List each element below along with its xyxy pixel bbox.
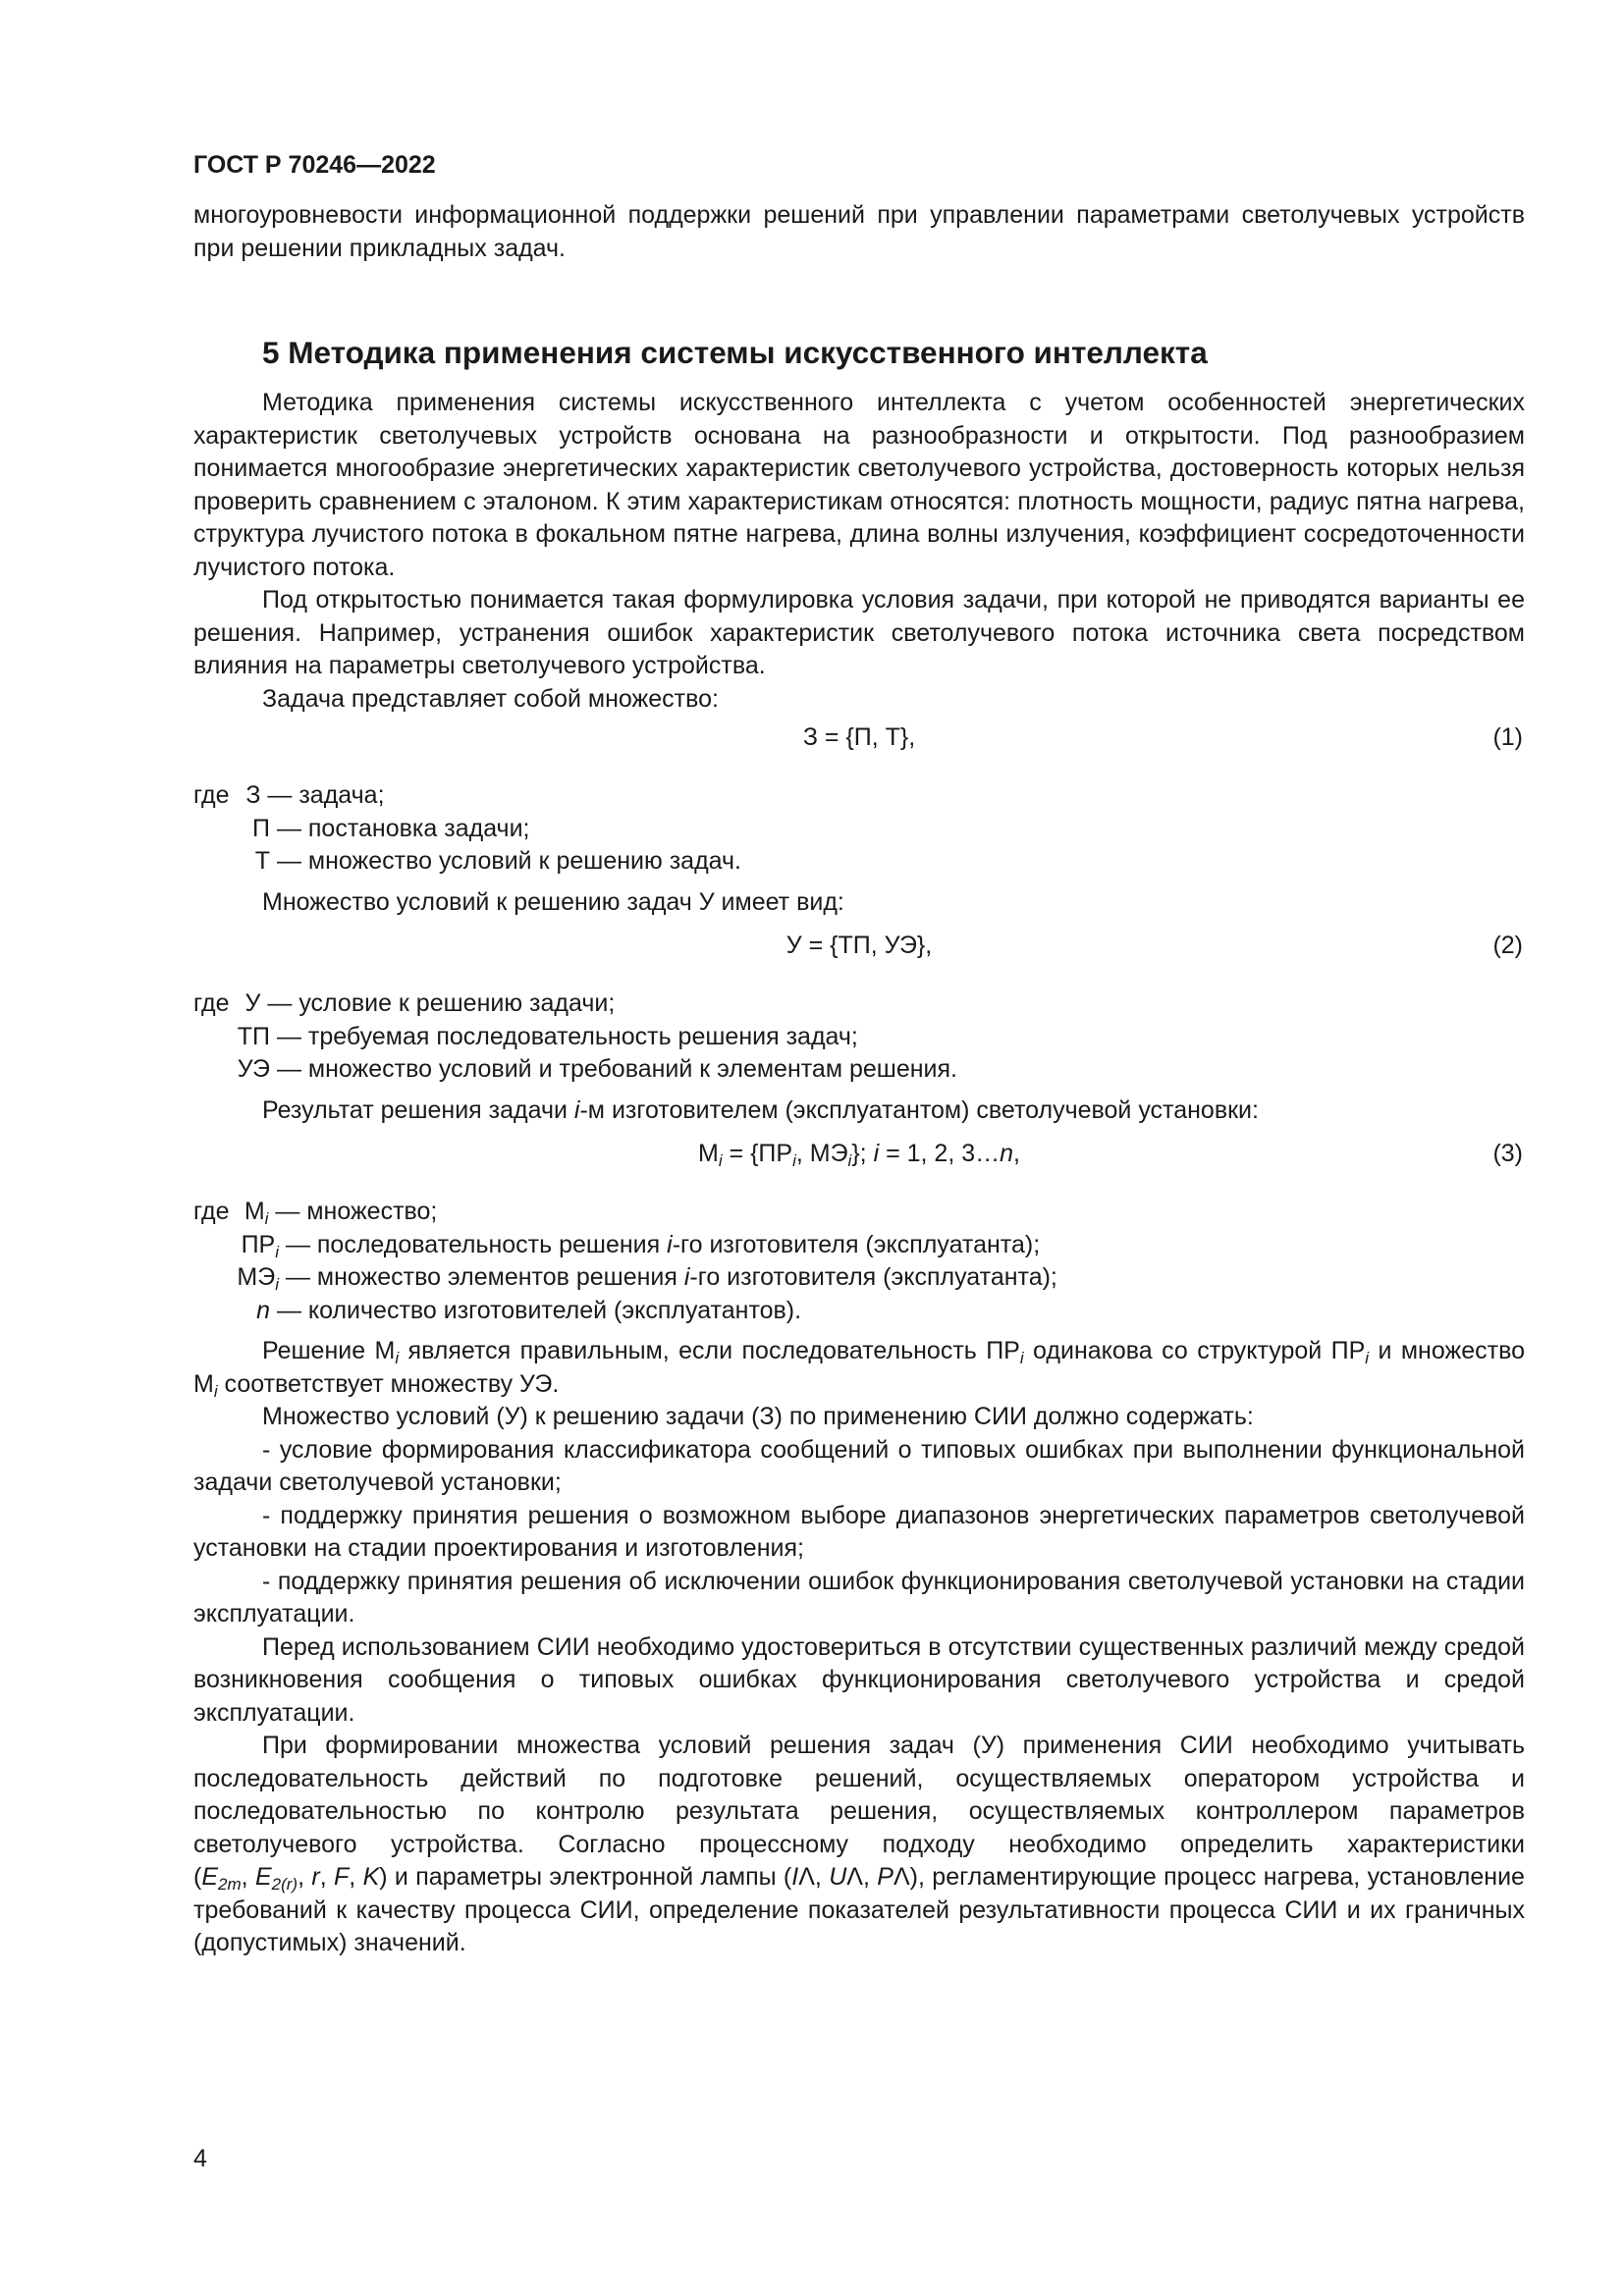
where-description: — требуемая последовательность решения задач;	[270, 1022, 858, 1050]
paragraph-result-text: -м изготовителем (эксплуатантом) светолучевой установки:	[579, 1095, 1259, 1124]
where-symbol	[193, 1229, 279, 1262]
subscript-i: i	[1019, 1349, 1024, 1367]
solution-text: является правильным, если последовательность ПР	[399, 1337, 1020, 1364]
formula-subscript: i	[792, 1151, 796, 1170]
symbol-P: P	[877, 1863, 893, 1891]
where-symbol: З	[245, 781, 261, 809]
symbol-U: U	[829, 1863, 847, 1891]
where-item	[193, 988, 1525, 1021]
symbol-F: F	[334, 1863, 350, 1891]
where-description: — множество условий и требований к элементам решения.	[270, 1055, 957, 1083]
where-symbol	[236, 1196, 268, 1229]
formula-index: n	[1000, 1140, 1014, 1167]
symbol-subscript: i	[275, 1275, 279, 1294]
where-prefix: где	[193, 781, 237, 809]
separator: ,	[241, 1863, 255, 1891]
where-symbol: У	[244, 989, 261, 1017]
formula-2-expression: У = {ТП, УЭ},	[785, 932, 933, 959]
subscript: 2m	[218, 1875, 242, 1894]
paragraph-result-text: Результат решения задачи	[262, 1095, 574, 1124]
formula-part: ,	[1013, 1140, 1020, 1167]
paragraph-openness: Под открытостью понимается такая формулировка условия задачи, при которой не приводятся варианты ее решения. Например, устранения ошибок характеристик светолучевого потока источника света посредством влияния на параметры светолучевого устройства.	[193, 586, 1525, 679]
paragraph-conditions: Множество условий к решению задач У имеет вид:	[262, 887, 844, 916]
where-list-2	[193, 988, 1525, 1087]
where-description: — условие к решению задачи;	[260, 989, 616, 1017]
separator: ,	[862, 1863, 878, 1891]
where-description: — постановка задачи;	[270, 814, 530, 842]
symbol-I: I	[791, 1863, 799, 1891]
formula-subscript: i	[718, 1151, 723, 1170]
where-prefix: где	[193, 989, 237, 1017]
where-symbol	[193, 1295, 270, 1328]
index-i: i	[683, 1263, 690, 1291]
paragraph-text: При формировании множества условий решения задач (У) применения СИИ необходимо учитывать последовательность действий по подготовке решений, осуществляемых оператором устройства и последовательностью по контролю результата решения, осуществляемых контроллером параметров светолучевого устройства. Согласно процессному подходу необходимо определить характеристики (	[193, 1732, 1525, 1891]
description-text: -го изготовителя (эксплуатанта);	[689, 1263, 1057, 1291]
paragraph-result	[193, 1095, 1525, 1128]
where-item	[193, 1196, 1525, 1229]
symbol-r: r	[311, 1863, 320, 1891]
where-description: — множество;	[268, 1198, 438, 1225]
where-item	[193, 779, 1525, 813]
subscript-i: i	[1365, 1349, 1370, 1367]
intro-text	[193, 199, 1525, 265]
where-symbol: ТП	[237, 1022, 270, 1050]
where-list-3	[193, 1196, 1525, 1327]
formula-3-expression	[193, 1140, 1525, 1168]
standard-code: ГОСТ Р 70246—2022	[193, 151, 436, 179]
where-symbol: УЭ	[237, 1055, 270, 1083]
symbol-text: М	[244, 1198, 265, 1225]
index-i: i	[667, 1230, 673, 1258]
subscript-i: i	[213, 1381, 218, 1401]
subscript: 2(r)	[271, 1875, 298, 1894]
solution-text: и множество М	[193, 1337, 1532, 1398]
symbol-lambda: Λ	[893, 1863, 910, 1891]
section-title: 5 Методика применения системы искусственного интеллекта	[262, 335, 1208, 370]
symbol-text: МЭ	[237, 1263, 276, 1291]
separator: ,	[319, 1863, 334, 1891]
paragraph-diversity: Методика применения системы искусственного интеллекта с учетом особенностей энергетических характеристик светолучевых устройств основана на разнообразности и открытости. Под разнообразием понимается многообразие энергетических характеристик светолучевого устройства, достоверность которых нельзя проверить сравнением с эталоном. К этим характеристикам относятся: плотность мощности, радиус пятна нагрева, структура лучистого потока в фокальном пятне нагрева, длина волны излучения, коэффициент сосредоточенности лучистого потока.	[193, 389, 1525, 581]
formula-2	[193, 932, 1525, 973]
symbol-text: ПР	[241, 1230, 276, 1258]
formula-part: , МЭ	[795, 1140, 848, 1167]
formula-part: = {ПР	[722, 1140, 793, 1167]
where-item	[193, 813, 1525, 846]
where-description	[279, 1261, 1057, 1295]
where-symbol: Т	[254, 847, 270, 875]
symbol-lambda: Λ	[798, 1863, 815, 1891]
where-item	[193, 1229, 1525, 1262]
where-description: — количество изготовителей (эксплуатантов).	[270, 1296, 802, 1324]
paragraph-text: ) и параметры электронной лампы (	[379, 1863, 792, 1891]
where-item	[193, 1295, 1525, 1328]
description-text: — последовательность решения	[279, 1230, 668, 1258]
formula-subscript: i	[847, 1151, 852, 1170]
intro-paragraph: многоуровневости информационной поддержки решений при управлении параметрами светолучевых устройств при решении прикладных задач.	[193, 201, 1525, 262]
symbol-lambda: Λ	[846, 1863, 863, 1891]
symbol-E: E	[254, 1863, 272, 1891]
bullet-item: - поддержку принятия решения о возможном выборе диапазонов энергетических параметров светолучевой установки на стадии проектирования и изготовления;	[193, 1501, 1525, 1562]
formula-3	[193, 1140, 1525, 1181]
separator: ,	[349, 1863, 363, 1891]
where-item	[193, 1053, 1525, 1087]
solution-text: Решение М	[262, 1337, 396, 1364]
description-text: -го изготовителя (эксплуатанта);	[672, 1230, 1041, 1258]
bullet-item: - условие формирования классификатора сообщений о типовых ошибках при выполнении функциональной задачи светолучевой установки;	[193, 1435, 1525, 1496]
where-description	[279, 1229, 1040, 1262]
where-symbol: П	[252, 814, 270, 842]
paragraph-text: ), регламентирующие процесс нагрева, установление требований к качеству процесса СИИ, определение показателей результативности процесса СИИ и их граничных (допустимых) значений.	[193, 1863, 1525, 1956]
where-prefix: где	[193, 1198, 237, 1225]
where-item	[193, 1021, 1525, 1054]
paragraph-environment: Перед использованием СИИ необходимо удостовериться в отсутствии существенных различий между средой возникновения сообщения о типовых ошибках функционирования светолучевого устройства и средой эксплуатации.	[193, 1632, 1525, 1727]
subscript-i: i	[395, 1349, 400, 1367]
where-list-1	[193, 779, 1525, 879]
symbol-subscript: i	[275, 1242, 279, 1261]
symbol-K: K	[362, 1863, 380, 1891]
separator: ,	[298, 1863, 312, 1891]
paragraph-process	[193, 1730, 1525, 1960]
paragraph-task-set: Задача представляет собой множество:	[262, 684, 719, 713]
formula-1	[193, 723, 1525, 765]
formula-3-number: (3)	[1492, 1140, 1523, 1167]
symbol-subscript: i	[264, 1209, 269, 1228]
where-description: — задача;	[260, 781, 385, 809]
formula-2-number: (2)	[1492, 932, 1523, 959]
formula-1-number: (1)	[1492, 723, 1523, 751]
description-text: — множество элементов решения	[279, 1263, 684, 1291]
formula-part: };	[851, 1140, 874, 1167]
symbol-E: E	[201, 1863, 219, 1891]
where-item	[193, 845, 1525, 879]
solution-text: одинакова со структурой ПР	[1023, 1337, 1366, 1364]
formula-part: = 1, 2, 3…	[879, 1140, 1001, 1167]
section-body	[193, 387, 1532, 1960]
separator: ,	[814, 1863, 830, 1891]
index-i: i	[573, 1095, 580, 1124]
paragraph-conditions-list: Множество условий (У) к решению задачи (З) по применению СИИ должно содержать:	[262, 1403, 1254, 1430]
formula-symbol: М	[697, 1140, 719, 1167]
formula-index: i	[873, 1140, 880, 1167]
where-item	[193, 1261, 1525, 1295]
solution-text: соответствует множеству УЭ.	[217, 1369, 560, 1398]
where-symbol	[193, 1261, 279, 1295]
where-description: — множество условий к решению задач.	[270, 847, 741, 875]
bullet-item: - поддержку принятия решения об исключении ошибок функционирования светолучевой установки на стадии эксплуатации.	[193, 1567, 1525, 1628]
symbol-text: n	[256, 1296, 270, 1324]
paragraph-solution	[193, 1335, 1532, 1401]
page-number: 4	[193, 2145, 207, 2172]
formula-1-expression: З = {П, Т},	[802, 723, 916, 751]
